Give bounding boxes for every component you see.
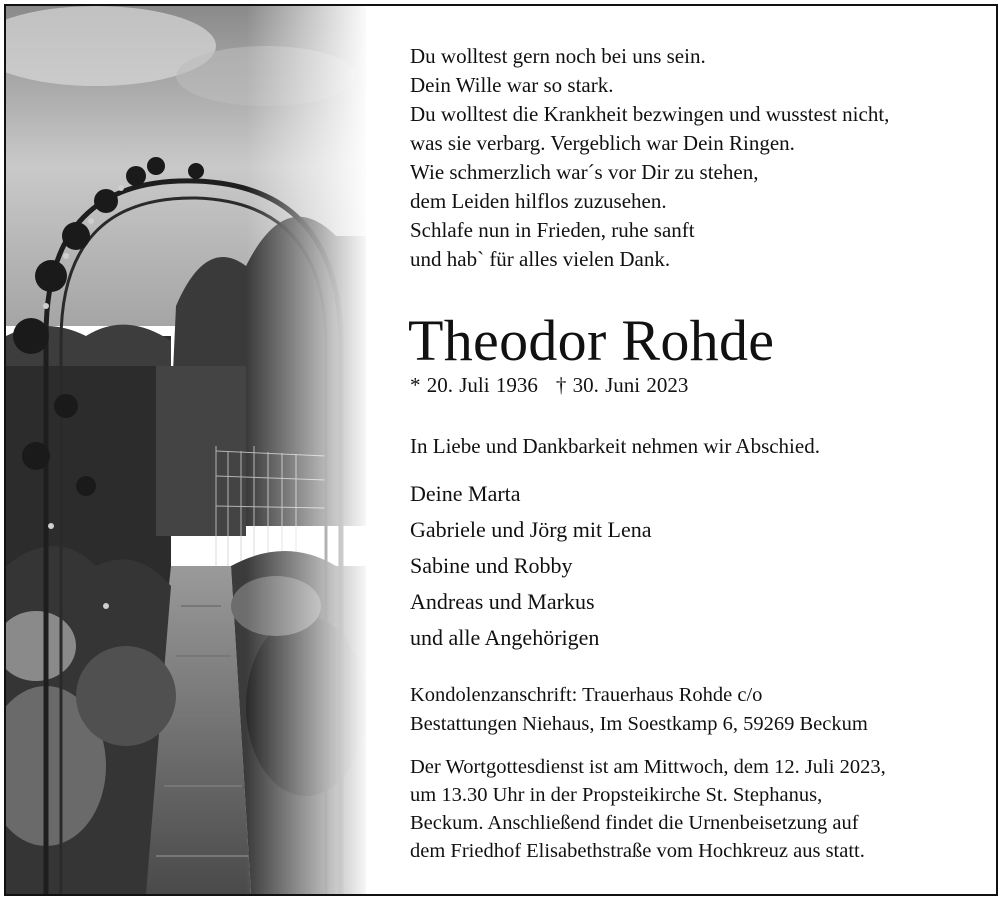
mourner: und alle Angehörigen [410, 625, 600, 650]
obituary-card [4, 4, 998, 896]
photo-fade-overlay [246, 6, 371, 894]
address-line: Kondolenzanschrift: Trauerhaus Rohde c/o [410, 684, 763, 706]
service-line: um 13.30 Uhr in der Propsteikirche St. Stephanus, [410, 784, 823, 806]
service-line: Beckum. Anschließend findet die Urnenbeisetzung auf [410, 812, 859, 834]
service-info [410, 753, 886, 865]
poem-line: Wie schmerzlich war´s vor Dir zu stehen, [410, 160, 759, 184]
address-line: Bestattungen Niehaus, Im Soestkamp 6, 59269 Beckum [410, 713, 868, 735]
mourner: Gabriele und Jörg mit Lena [410, 517, 652, 542]
poem-line: was sie verbarg. Vergeblich war Dein Ringen. [410, 131, 795, 155]
death-date: † 30. Juni 2023 [555, 373, 689, 397]
poem-line: dem Leiden hilflos zuzusehen. [410, 189, 667, 213]
poem-line: und hab` für alles vielen Dank. [410, 247, 671, 271]
mourner: Deine Marta [410, 481, 521, 506]
mourners-list [410, 476, 652, 656]
service-line: Der Wortgottesdienst ist am Mittwoch, dem 12. Juli 2023, [410, 756, 886, 778]
poem-line: Du wolltest gern noch bei uns sein. [410, 44, 706, 68]
condolence-address [410, 681, 868, 739]
mourner: Andreas und Markus [410, 589, 595, 614]
birth-date: * 20. Juli 1936 [410, 373, 538, 397]
poem-line: Dein Wille war so stark. [410, 73, 614, 97]
life-dates [410, 371, 688, 399]
poem [410, 42, 889, 274]
poem-line: Schlafe nun in Frieden, ruhe sanft [410, 218, 695, 242]
deceased-name: Theodor Rohde [408, 308, 775, 373]
poem-line: Du wolltest die Krankheit bezwingen und wusstest nicht, [410, 102, 890, 126]
garden-arch-photo [6, 6, 366, 894]
mourner: Sabine und Robby [410, 553, 573, 578]
service-line: dem Friedhof Elisabethstraße vom Hochkreuz aus statt. [410, 840, 865, 862]
farewell-line: In Liebe und Dankbarkeit nehmen wir Abschied. [410, 434, 820, 458]
